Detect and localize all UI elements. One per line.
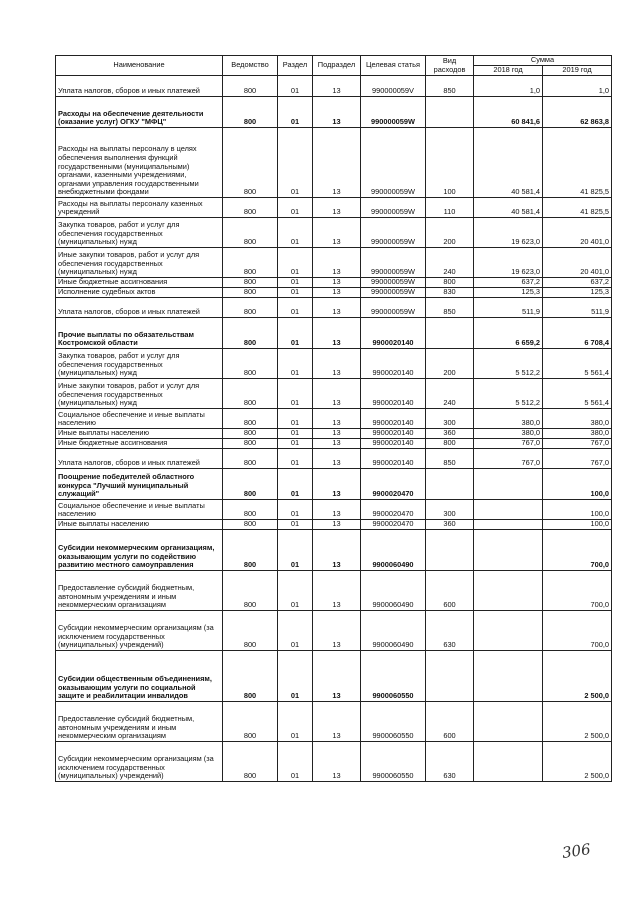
- cell-sum-2019: 20 401,0: [543, 218, 612, 248]
- cell-section: 01: [278, 429, 313, 439]
- cell-expense-type: 800: [426, 439, 474, 449]
- cell-dept: 800: [223, 198, 278, 218]
- cell-name: Поощрение победителей областного конкурса "Лучший муниципальный служащий": [56, 469, 223, 500]
- table-row: [56, 288, 612, 298]
- cell-expense-type: 630: [426, 611, 474, 651]
- table-row: [56, 76, 612, 97]
- cell-dept: 800: [223, 248, 278, 278]
- cell-subsection: 13: [313, 248, 361, 278]
- cell-target: 9900020140: [361, 349, 426, 379]
- table-row: [56, 439, 612, 449]
- cell-target: 990000059W: [361, 128, 426, 198]
- cell-dept: 800: [223, 318, 278, 349]
- cell-name: Закупка товаров, работ и услуг для обеспечения государственных (муниципальных) нужд: [56, 218, 223, 248]
- table-row: [56, 651, 612, 702]
- cell-dept: 800: [223, 278, 278, 288]
- cell-expense-type: 300: [426, 500, 474, 520]
- cell-sum-2019: 2 500,0: [543, 651, 612, 702]
- cell-dept: 800: [223, 742, 278, 782]
- cell-sum-2019: 380,0: [543, 409, 612, 429]
- cell-section: 01: [278, 97, 313, 128]
- cell-section: 01: [278, 248, 313, 278]
- cell-name: Уплата налогов, сборов и иных платежей: [56, 449, 223, 469]
- table-row: [56, 530, 612, 571]
- table-row: [56, 742, 612, 782]
- cell-name: Иные выплаты населению: [56, 429, 223, 439]
- cell-sum-2019: 62 863,8: [543, 97, 612, 128]
- cell-sum-2019: 100,0: [543, 469, 612, 500]
- cell-name: Расходы на выплаты персоналу в целях обеспечения выполнения функций государственными (муниципальными) органами, казенными учреждениями, органами управления государственными внебюджетными фондами: [56, 128, 223, 198]
- cell-expense-type: 200: [426, 218, 474, 248]
- cell-sum-2018: 380,0: [474, 409, 543, 429]
- cell-subsection: 13: [313, 449, 361, 469]
- cell-sum-2019: 767,0: [543, 449, 612, 469]
- cell-expense-type: 360: [426, 429, 474, 439]
- cell-dept: 800: [223, 349, 278, 379]
- cell-subsection: 13: [313, 318, 361, 349]
- cell-subsection: 13: [313, 198, 361, 218]
- cell-expense-type: 300: [426, 409, 474, 429]
- cell-dept: 800: [223, 530, 278, 571]
- cell-target: 9900060490: [361, 530, 426, 571]
- cell-sum-2019: 2 500,0: [543, 702, 612, 742]
- cell-name: Субсидии некоммерческим организациям, оказывающим услуги по содействию развитию местного самоуправления: [56, 530, 223, 571]
- cell-expense-type: 630: [426, 742, 474, 782]
- cell-dept: 800: [223, 651, 278, 702]
- cell-dept: 800: [223, 76, 278, 97]
- cell-expense-type: [426, 97, 474, 128]
- table-row: [56, 97, 612, 128]
- table-row: [56, 469, 612, 500]
- cell-name: Расходы на обеспечение деятельности (оказание услуг) ОГКУ "МФЦ": [56, 97, 223, 128]
- cell-section: 01: [278, 611, 313, 651]
- header-expense-type: Вид расходов: [426, 56, 474, 76]
- cell-dept: 800: [223, 298, 278, 318]
- cell-expense-type: 830: [426, 288, 474, 298]
- cell-sum-2018: [474, 520, 543, 530]
- cell-sum-2019: 2 500,0: [543, 742, 612, 782]
- cell-name: Предоставление субсидий бюджетным, автономным учреждениям и иным некоммерческим организациям: [56, 702, 223, 742]
- table-row: [56, 571, 612, 611]
- cell-subsection: 13: [313, 298, 361, 318]
- cell-target: 9900020140: [361, 429, 426, 439]
- table-row: [56, 379, 612, 409]
- cell-name: Субсидии общественным объединениям, оказывающим услуги по социальной защите и реабилитации инвалидов: [56, 651, 223, 702]
- cell-target: 9900060550: [361, 651, 426, 702]
- cell-section: 01: [278, 218, 313, 248]
- cell-name: Прочие выплаты по обязательствам Костромской области: [56, 318, 223, 349]
- cell-target: 9900020470: [361, 469, 426, 500]
- cell-target: 990000059W: [361, 298, 426, 318]
- cell-sum-2018: [474, 500, 543, 520]
- cell-sum-2019: 41 825,5: [543, 128, 612, 198]
- table-row: [56, 318, 612, 349]
- cell-name: Социальное обеспечение и иные выплаты населению: [56, 409, 223, 429]
- cell-dept: 800: [223, 409, 278, 429]
- header-target: Целевая статья: [361, 56, 426, 76]
- cell-sum-2018: 767,0: [474, 439, 543, 449]
- cell-expense-type: 800: [426, 278, 474, 288]
- cell-dept: 800: [223, 611, 278, 651]
- cell-name: Иные бюджетные ассигнования: [56, 439, 223, 449]
- header-dept: Ведомство: [223, 56, 278, 76]
- cell-name: Уплата налогов, сборов и иных платежей: [56, 76, 223, 97]
- cell-sum-2018: [474, 742, 543, 782]
- cell-section: 01: [278, 530, 313, 571]
- cell-sum-2018: 5 512,2: [474, 349, 543, 379]
- cell-sum-2019: 700,0: [543, 611, 612, 651]
- cell-sum-2019: 5 561,4: [543, 379, 612, 409]
- cell-section: 01: [278, 278, 313, 288]
- cell-sum-2018: [474, 530, 543, 571]
- cell-name: Субсидии некоммерческим организациям (за исключением государственных (муниципальных) учреждений): [56, 742, 223, 782]
- table-row: [56, 611, 612, 651]
- cell-subsection: 13: [313, 439, 361, 449]
- cell-sum-2018: 19 623,0: [474, 248, 543, 278]
- table-row: [56, 429, 612, 439]
- cell-dept: 800: [223, 571, 278, 611]
- cell-sum-2019: 511,9: [543, 298, 612, 318]
- cell-sum-2018: 40 581,4: [474, 128, 543, 198]
- table-row: [56, 520, 612, 530]
- cell-subsection: 13: [313, 128, 361, 198]
- cell-name: Субсидии некоммерческим организациям (за исключением государственных (муниципальных) учреждений): [56, 611, 223, 651]
- cell-target: 9900020470: [361, 500, 426, 520]
- cell-dept: 800: [223, 379, 278, 409]
- header-subsection: Подраздел: [313, 56, 361, 76]
- table-row: [56, 702, 612, 742]
- header-year-2019: 2019 год: [543, 66, 612, 76]
- header-sum: Сумма: [474, 56, 612, 66]
- cell-subsection: 13: [313, 288, 361, 298]
- cell-subsection: 13: [313, 530, 361, 571]
- table-row: [56, 128, 612, 198]
- cell-sum-2018: [474, 702, 543, 742]
- cell-dept: 800: [223, 449, 278, 469]
- cell-sum-2018: 767,0: [474, 449, 543, 469]
- cell-sum-2019: 380,0: [543, 429, 612, 439]
- cell-sum-2019: 100,0: [543, 520, 612, 530]
- cell-section: 01: [278, 198, 313, 218]
- cell-sum-2018: 19 623,0: [474, 218, 543, 248]
- cell-section: 01: [278, 76, 313, 97]
- cell-subsection: 13: [313, 702, 361, 742]
- cell-section: 01: [278, 379, 313, 409]
- cell-section: 01: [278, 469, 313, 500]
- table-row: [56, 349, 612, 379]
- cell-subsection: 13: [313, 349, 361, 379]
- cell-dept: 800: [223, 429, 278, 439]
- cell-dept: 800: [223, 702, 278, 742]
- cell-target: 9900020140: [361, 449, 426, 469]
- cell-sum-2018: 380,0: [474, 429, 543, 439]
- cell-section: 01: [278, 702, 313, 742]
- cell-sum-2019: 41 825,5: [543, 198, 612, 218]
- cell-dept: 800: [223, 500, 278, 520]
- cell-section: 01: [278, 571, 313, 611]
- cell-subsection: 13: [313, 742, 361, 782]
- cell-expense-type: [426, 651, 474, 702]
- cell-subsection: 13: [313, 409, 361, 429]
- cell-target: 990000059W: [361, 288, 426, 298]
- cell-expense-type: [426, 318, 474, 349]
- cell-expense-type: 850: [426, 76, 474, 97]
- cell-subsection: 13: [313, 429, 361, 439]
- cell-dept: 800: [223, 520, 278, 530]
- cell-subsection: 13: [313, 571, 361, 611]
- cell-sum-2018: 6 659,2: [474, 318, 543, 349]
- budget-table: [55, 55, 612, 782]
- cell-target: 9900060490: [361, 571, 426, 611]
- cell-section: 01: [278, 500, 313, 520]
- header-section: Раздел: [278, 56, 313, 76]
- header-name: Наименование: [56, 56, 223, 76]
- cell-sum-2018: 60 841,6: [474, 97, 543, 128]
- table-body: [56, 76, 612, 782]
- table-row: [56, 248, 612, 278]
- cell-target: 9900020140: [361, 318, 426, 349]
- cell-target: 9900060490: [361, 611, 426, 651]
- cell-sum-2018: [474, 651, 543, 702]
- cell-subsection: 13: [313, 218, 361, 248]
- cell-sum-2018: 1,0: [474, 76, 543, 97]
- cell-sum-2019: 700,0: [543, 530, 612, 571]
- cell-expense-type: 850: [426, 298, 474, 318]
- cell-section: 01: [278, 298, 313, 318]
- cell-sum-2018: [474, 611, 543, 651]
- cell-section: 01: [278, 409, 313, 429]
- cell-subsection: 13: [313, 76, 361, 97]
- cell-name: Исполнение судебных актов: [56, 288, 223, 298]
- cell-name: Социальное обеспечение и иные выплаты населению: [56, 500, 223, 520]
- cell-dept: 800: [223, 288, 278, 298]
- table-row: [56, 298, 612, 318]
- cell-sum-2019: 20 401,0: [543, 248, 612, 278]
- cell-expense-type: 100: [426, 128, 474, 198]
- cell-sum-2019: 125,3: [543, 288, 612, 298]
- table-row: [56, 278, 612, 288]
- cell-subsection: 13: [313, 520, 361, 530]
- header-year-2018: 2018 год: [474, 66, 543, 76]
- cell-target: 9900020470: [361, 520, 426, 530]
- cell-name: Иные бюджетные ассигнования: [56, 278, 223, 288]
- table-row: [56, 218, 612, 248]
- cell-name: Иные закупки товаров, работ и услуг для обеспечения государственных (муниципальных) нужд: [56, 248, 223, 278]
- cell-section: 01: [278, 651, 313, 702]
- cell-target: 990000059W: [361, 248, 426, 278]
- cell-target: 990000059W: [361, 278, 426, 288]
- cell-sum-2019: 100,0: [543, 500, 612, 520]
- cell-target: 9900060550: [361, 742, 426, 782]
- cell-subsection: 13: [313, 651, 361, 702]
- cell-name: Иные выплаты населению: [56, 520, 223, 530]
- cell-expense-type: [426, 530, 474, 571]
- cell-dept: 800: [223, 439, 278, 449]
- cell-name: Расходы на выплаты персоналу казенных учреждений: [56, 198, 223, 218]
- cell-subsection: 13: [313, 379, 361, 409]
- cell-target: 990000059W: [361, 218, 426, 248]
- table-row: [56, 500, 612, 520]
- cell-section: 01: [278, 288, 313, 298]
- cell-dept: 800: [223, 469, 278, 500]
- cell-section: 01: [278, 318, 313, 349]
- cell-sum-2018: 5 512,2: [474, 379, 543, 409]
- cell-dept: 800: [223, 218, 278, 248]
- cell-sum-2018: 637,2: [474, 278, 543, 288]
- cell-expense-type: 240: [426, 248, 474, 278]
- cell-section: 01: [278, 349, 313, 379]
- cell-sum-2019: 700,0: [543, 571, 612, 611]
- cell-expense-type: 200: [426, 349, 474, 379]
- cell-dept: 800: [223, 128, 278, 198]
- cell-expense-type: 600: [426, 702, 474, 742]
- cell-subsection: 13: [313, 97, 361, 128]
- cell-name: Иные закупки товаров, работ и услуг для обеспечения государственных (муниципальных) нужд: [56, 379, 223, 409]
- cell-expense-type: 600: [426, 571, 474, 611]
- cell-name: Предоставление субсидий бюджетным, автономным учреждениям и иным некоммерческим организациям: [56, 571, 223, 611]
- cell-target: 9900020140: [361, 439, 426, 449]
- cell-target: 990000059W: [361, 198, 426, 218]
- cell-expense-type: [426, 469, 474, 500]
- cell-section: 01: [278, 128, 313, 198]
- cell-subsection: 13: [313, 469, 361, 500]
- cell-expense-type: 360: [426, 520, 474, 530]
- table-row: [56, 198, 612, 218]
- cell-section: 01: [278, 439, 313, 449]
- cell-target: 990000059V: [361, 76, 426, 97]
- cell-sum-2019: 6 708,4: [543, 318, 612, 349]
- cell-sum-2019: 5 561,4: [543, 349, 612, 379]
- cell-target: 9900020140: [361, 409, 426, 429]
- budget-document: [55, 55, 611, 782]
- cell-sum-2018: [474, 469, 543, 500]
- cell-subsection: 13: [313, 500, 361, 520]
- cell-expense-type: 110: [426, 198, 474, 218]
- cell-subsection: 13: [313, 611, 361, 651]
- table-row: [56, 449, 612, 469]
- cell-section: 01: [278, 520, 313, 530]
- cell-dept: 800: [223, 97, 278, 128]
- cell-target: 990000059W: [361, 97, 426, 128]
- table-row: [56, 409, 612, 429]
- cell-sum-2018: 40 581,4: [474, 198, 543, 218]
- page-number: 306: [560, 840, 592, 862]
- cell-sum-2018: [474, 571, 543, 611]
- cell-name: Уплата налогов, сборов и иных платежей: [56, 298, 223, 318]
- cell-target: 9900020140: [361, 379, 426, 409]
- cell-section: 01: [278, 742, 313, 782]
- cell-sum-2019: 1,0: [543, 76, 612, 97]
- cell-subsection: 13: [313, 278, 361, 288]
- cell-sum-2019: 637,2: [543, 278, 612, 288]
- cell-sum-2018: 511,9: [474, 298, 543, 318]
- cell-target: 9900060550: [361, 702, 426, 742]
- cell-name: Закупка товаров, работ и услуг для обеспечения государственных (муниципальных) нужд: [56, 349, 223, 379]
- cell-sum-2018: 125,3: [474, 288, 543, 298]
- cell-expense-type: 850: [426, 449, 474, 469]
- cell-sum-2019: 767,0: [543, 439, 612, 449]
- cell-section: 01: [278, 449, 313, 469]
- cell-expense-type: 240: [426, 379, 474, 409]
